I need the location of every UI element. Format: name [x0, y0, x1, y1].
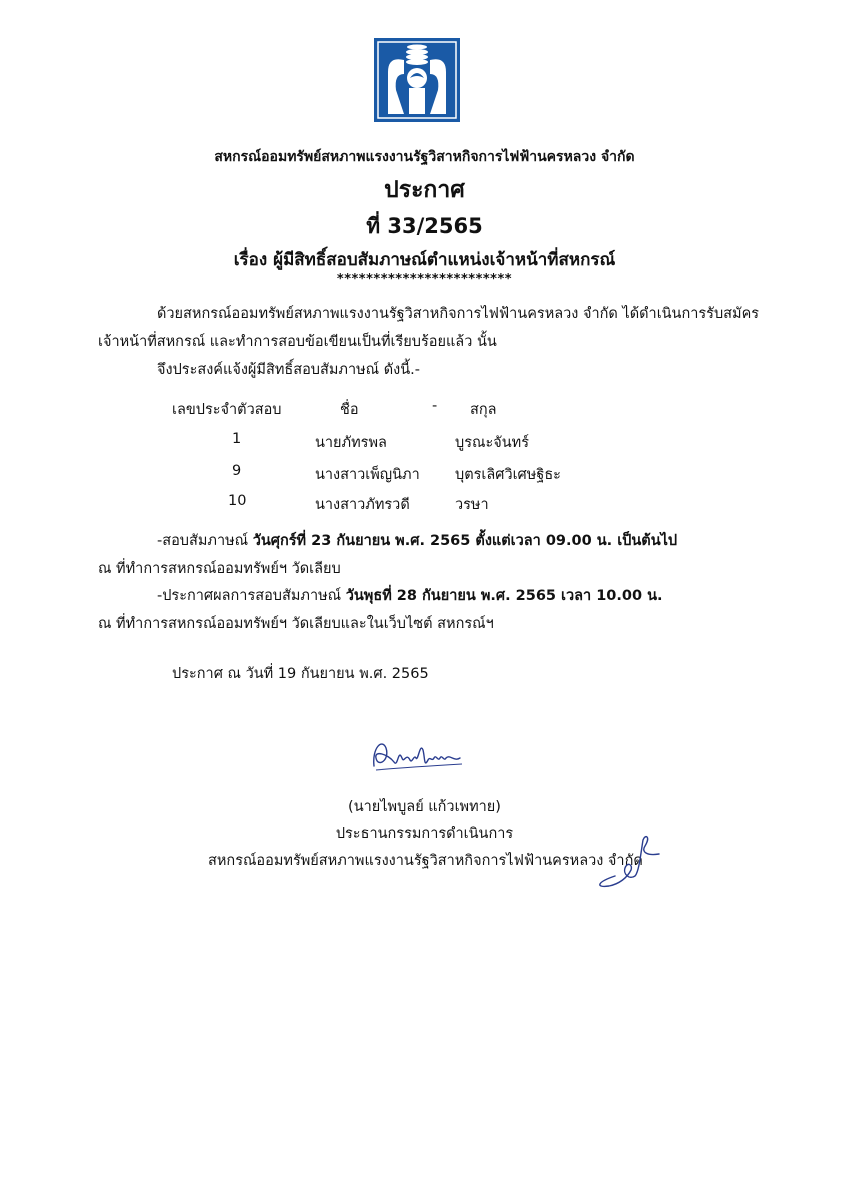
separator-stars: ************************	[336, 272, 513, 287]
organization-heading: สหกรณ์ออมทรัพย์สหภาพแรงงานรัฐวิสาหกิจการไฟฟ้านครหลวง จำกัด	[214, 149, 635, 165]
announcement-subject: เรื่อง ผู้มีสิทธิ์สอบสัมภาษณ์ตำแหน่งเจ้าหน้าที่สหกรณ์	[233, 250, 616, 270]
header-exam-no: เลขประจำตัวสอบ	[172, 402, 282, 418]
candidate-name: นายภัทรพล	[315, 435, 387, 451]
handwritten-signature	[368, 728, 468, 776]
signer-position: ประธานกรรมการดำเนินการ	[335, 826, 514, 842]
signer-name: (นายไพบูลย์ แก้วเพทาย)	[348, 799, 501, 815]
cooperative-logo	[374, 38, 460, 122]
result-date: วันพุธที่ 28 กันยายน พ.ศ. 2565 เวลา 10.00 น.	[345, 588, 663, 604]
interview-prefix: -สอบสัมภาษณ์	[157, 533, 253, 549]
interview-date: วันศุกร์ที่ 23 กันยายน พ.ศ. 2565 ตั้งแต่เวลา 09.00 น. เป็นต้นไป	[252, 533, 678, 549]
result-prefix: -ประกาศผลการสอบสัมภาษณ์	[157, 588, 346, 604]
intro-line-1: ด้วยสหกรณ์ออมทรัพย์สหภาพแรงงานรัฐวิสาหกิจการไฟฟ้านครหลวง จำกัด ได้ดำเนินการรับสมัคร	[157, 306, 760, 322]
initial-mark	[593, 832, 665, 888]
candidate-name: นางสาวเพ็ญนิภา	[315, 467, 420, 483]
announcement-number: ที่ 33/2565	[366, 214, 483, 238]
candidate-surname: บูรณะจันทร์	[455, 435, 529, 451]
exam-no: 9	[232, 463, 242, 479]
header-name: ชื่อ	[340, 402, 359, 418]
intro-line-2: เจ้าหน้าที่สหกรณ์ และทำการสอบข้อเขียนเป็นที่เรียบร้อยแล้ว นั้น	[98, 334, 497, 350]
intro-line-3: จึงประสงค์แจ้งผู้มีสิทธิ์สอบสัมภาษณ์ ดังนี้.-	[157, 362, 420, 378]
exam-no: 10	[228, 493, 247, 509]
candidate-surname: บุตรเลิศวิเศษฐิธะ	[455, 467, 561, 483]
header-dash: -	[432, 398, 438, 414]
result-place: ณ ที่ทำการสหกรณ์ออมทรัพย์ฯ วัดเลียบและในเว็บไซต์ สหกรณ์ฯ	[98, 616, 494, 632]
interview-place: ณ ที่ทำการสหกรณ์ออมทรัพย์ฯ วัดเลียบ	[98, 561, 341, 577]
signer-organization: สหกรณ์ออมทรัพย์สหภาพแรงงานรัฐวิสาหกิจการไฟฟ้านครหลวง จำกัด	[208, 853, 643, 869]
result-line	[157, 584, 663, 607]
interview-line	[157, 529, 677, 552]
issued-date: ประกาศ ณ วันที่ 19 กันยายน พ.ศ. 2565	[172, 666, 429, 682]
announcement-title: ประกาศ	[384, 177, 465, 203]
header-surname: สกุล	[470, 402, 497, 418]
exam-no: 1	[232, 431, 242, 447]
candidate-surname: วรษา	[455, 497, 489, 513]
candidate-name: นางสาวภัทรวดี	[315, 497, 410, 513]
